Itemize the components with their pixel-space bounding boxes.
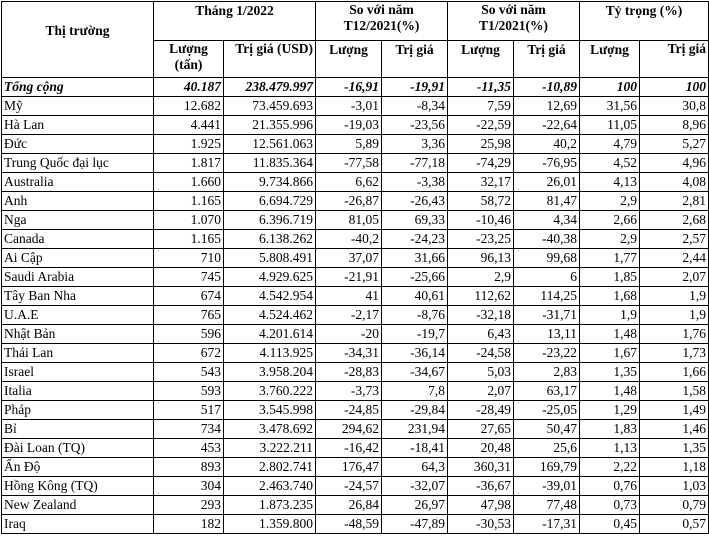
total-cell: -16,91 [316,78,382,97]
value-cell: 4,34 [514,211,580,230]
table-row [2,116,709,135]
table-row [2,458,709,477]
value-cell: 169,79 [514,458,580,477]
value-cell: 2,07 [640,268,709,287]
value-cell: 1,58 [640,382,709,401]
value-cell: -19,03 [316,116,382,135]
value-cell: 114,25 [514,287,580,306]
period-header: Tháng 1/2022 [154,2,316,41]
value-cell: 1,66 [640,363,709,382]
value-cell: -25,05 [514,401,580,420]
value-cell: -2,17 [316,306,382,325]
market-name-cell: Ấn Độ [2,458,154,477]
table-row [2,515,709,534]
value-cell: 893 [154,458,224,477]
value-cell: 25,6 [514,439,580,458]
value-cell: 77,48 [514,496,580,515]
value-cell: 1.165 [154,230,224,249]
value-cell: -28,83 [316,363,382,382]
table-row [2,439,709,458]
value-cell: -76,95 [514,154,580,173]
value-cell: -23,25 [448,230,514,249]
value-cell: -21,91 [316,268,382,287]
value-cell: 2,9 [580,192,640,211]
value-cell: 1.359.800 [224,515,316,534]
market-name-cell: Iraq [2,515,154,534]
table-row [2,154,709,173]
value-cell: 6 [514,268,580,287]
value-cell: 0,45 [580,515,640,534]
vs-prev-year-header: So với năm T1/2021(%) [448,2,580,41]
value-cell: 3,36 [382,135,448,154]
market-name-cell: Trung Quốc đại lục [2,154,154,173]
value-cell: 1.873.235 [224,496,316,515]
value-cell: 231,94 [382,420,448,439]
value-cell: 2.802.741 [224,458,316,477]
value-cell: -8,34 [382,97,448,116]
value-cell: -32,18 [448,306,514,325]
total-row [2,78,709,97]
value-cell: 8,96 [640,116,709,135]
market-name-cell: Hồng Kông (TQ) [2,477,154,496]
value-cell: -29,84 [382,401,448,420]
value-cell: 1,35 [580,363,640,382]
value-cell: 1,49 [640,401,709,420]
volume-header: Lượng [580,41,640,78]
market-name-cell: Hà Lan [2,116,154,135]
value-cell: 73.459.693 [224,97,316,116]
value-cell: 64,3 [382,458,448,477]
total-cell: 238.479.997 [224,78,316,97]
value-cell: 6.396.719 [224,211,316,230]
value-cell: 7,59 [448,97,514,116]
value-cell: 2,57 [640,230,709,249]
table-row [2,420,709,439]
value-cell: 1,77 [580,249,640,268]
value-cell: -3,01 [316,97,382,116]
value-cell: -3,73 [316,382,382,401]
value-cell: 0,73 [580,496,640,515]
value-cell: 3.760.222 [224,382,316,401]
table-row [2,211,709,230]
value-cell: -17,31 [514,515,580,534]
value-cell: 543 [154,363,224,382]
value-cell: 734 [154,420,224,439]
value-cell: 1.660 [154,173,224,192]
value-cell: 32,17 [448,173,514,192]
value-cell: 294,62 [316,420,382,439]
value-cell: -22,64 [514,116,580,135]
value-cell: 710 [154,249,224,268]
value-cell: 2,9 [448,268,514,287]
market-name-cell: Thái Lan [2,344,154,363]
table-row [2,382,709,401]
value-cell: 1,48 [580,325,640,344]
vs-prev-month-header: So với năm T12/2021(%) [316,2,448,41]
market-name-cell: Nga [2,211,154,230]
value-cell: 4.542.954 [224,287,316,306]
value-cell: 112,62 [448,287,514,306]
value-cell: 3.545.998 [224,401,316,420]
value-cell: 4.524.462 [224,306,316,325]
value-cell: 1,29 [580,401,640,420]
value-cell: 4,79 [580,135,640,154]
value-cell: 1.925 [154,135,224,154]
value-cell: 1,03 [640,477,709,496]
value-cell: -22,59 [448,116,514,135]
value-cell: -48,59 [316,515,382,534]
share-header: Tỷ trọng (%) [580,2,709,41]
export-market-table [1,1,709,534]
value-cell: -74,29 [448,154,514,173]
value-cell: -24,57 [316,477,382,496]
value-cell: 12.561.063 [224,135,316,154]
value-cell: 293 [154,496,224,515]
market-name-cell: Anh [2,192,154,211]
market-name-cell: Saudi Arabia [2,268,154,287]
value-cell: -24,23 [382,230,448,249]
value-cell: 1,67 [580,344,640,363]
value-cell: 13,11 [514,325,580,344]
value-cell: -39,01 [514,477,580,496]
value-cell: 47,98 [448,496,514,515]
value-cell: 4.929.625 [224,268,316,287]
table-row [2,344,709,363]
market-name-cell: Mỹ [2,97,154,116]
value-cell: 99,68 [514,249,580,268]
value-cell: 81,05 [316,211,382,230]
value-cell: 27,65 [448,420,514,439]
value-cell: 4,08 [640,173,709,192]
market-name-cell: Pháp [2,401,154,420]
value-cell: -30,53 [448,515,514,534]
value-cell: 593 [154,382,224,401]
value-cell: 11,05 [580,116,640,135]
value-cell: 1.070 [154,211,224,230]
table-row [2,325,709,344]
value-cell: -3,38 [382,173,448,192]
market-header: Thị trường [2,2,154,78]
value-cell: 1,9 [640,306,709,325]
value-cell: -23,22 [514,344,580,363]
value-cell: 1,85 [580,268,640,287]
total-cell: -10,89 [514,78,580,97]
value-cell: 4.113.925 [224,344,316,363]
value-cell: 2,9 [580,230,640,249]
market-name-cell: Israel [2,363,154,382]
value-cell: 31,66 [382,249,448,268]
value-cell: -34,67 [382,363,448,382]
value-cell: 0,57 [640,515,709,534]
value-cell: 182 [154,515,224,534]
value-cell: 20,48 [448,439,514,458]
value-cell: 596 [154,325,224,344]
value-cell: -36,67 [448,477,514,496]
value-cell: 176,47 [316,458,382,477]
value-cell: 5.808.491 [224,249,316,268]
value-cell: 31,56 [580,97,640,116]
value-cell: 1.165 [154,192,224,211]
value-cell: -20 [316,325,382,344]
table-row [2,192,709,211]
value-cell: 2.463.740 [224,477,316,496]
value-cell: 1,73 [640,344,709,363]
value-cell: 1,68 [580,287,640,306]
market-name-cell: Ai Cập [2,249,154,268]
value-cell: -26,87 [316,192,382,211]
value-cell: 3.222.211 [224,439,316,458]
total-cell: -11,35 [448,78,514,97]
market-name-cell: Nhật Bản [2,325,154,344]
value-cell: 4.441 [154,116,224,135]
value-cell: -77,18 [382,154,448,173]
market-name-cell: Italia [2,382,154,401]
value-cell: 2,07 [448,382,514,401]
value-cell: 1,13 [580,439,640,458]
market-name-cell: Canada [2,230,154,249]
value-cell: 3.958.204 [224,363,316,382]
value-cell: 2,44 [640,249,709,268]
value-cell: 4,52 [580,154,640,173]
market-name-cell: Bỉ [2,420,154,439]
value-cell: 3.478.692 [224,420,316,439]
value-cell: 9.734.866 [224,173,316,192]
volume-header: Lượng [448,41,514,78]
market-name-cell: New Zealand [2,496,154,515]
value-cell: -40,38 [514,230,580,249]
value-cell: 2,22 [580,458,640,477]
value-cell: 6,43 [448,325,514,344]
value-cell: 2,81 [640,192,709,211]
value-cell: -16,42 [316,439,382,458]
value-cell: 26,84 [316,496,382,515]
value-cell: 4,96 [640,154,709,173]
value-header: Trị giá [514,41,580,78]
value-cell: 1,46 [640,420,709,439]
value-cell: 1,83 [580,420,640,439]
value-cell: 4.201.614 [224,325,316,344]
value-cell: 40,2 [514,135,580,154]
value-cell: -31,71 [514,306,580,325]
value-cell: -34,31 [316,344,382,363]
table-row [2,363,709,382]
value-cell: 63,17 [514,382,580,401]
value-cell: -36,14 [382,344,448,363]
value-cell: 30,8 [640,97,709,116]
value-cell: 5,89 [316,135,382,154]
value-cell: 6.138.262 [224,230,316,249]
table-row [2,306,709,325]
table-row [2,173,709,192]
value-cell: 50,47 [514,420,580,439]
value-cell: 2,68 [640,211,709,230]
value-cell: -26,43 [382,192,448,211]
value-cell: -25,66 [382,268,448,287]
value-cell: 360,31 [448,458,514,477]
value-cell: 2,66 [580,211,640,230]
table-row [2,249,709,268]
value-cell: 12.682 [154,97,224,116]
value-cell: -40,2 [316,230,382,249]
value-usd-header: Trị giá (USD) [224,41,316,78]
value-cell: 453 [154,439,224,458]
value-cell: 1.817 [154,154,224,173]
value-cell: 21.355.996 [224,116,316,135]
value-cell: -24,58 [448,344,514,363]
volume-tons-header: Lượng (tấn) [154,41,224,78]
value-cell: 5,03 [448,363,514,382]
market-name-cell: U.A.E [2,306,154,325]
table-row [2,401,709,420]
value-cell: 517 [154,401,224,420]
market-name-cell: Đài Loan (TQ) [2,439,154,458]
value-cell: 25,98 [448,135,514,154]
total-cell: -19,91 [382,78,448,97]
value-cell: 37,07 [316,249,382,268]
table-row [2,477,709,496]
value-cell: 69,33 [382,211,448,230]
value-cell: -32,07 [382,477,448,496]
value-cell: -8,76 [382,306,448,325]
value-cell: 765 [154,306,224,325]
table-row [2,97,709,116]
volume-header: Lượng [316,41,382,78]
table-row [2,496,709,515]
value-cell: 12,69 [514,97,580,116]
value-cell: -10,46 [448,211,514,230]
value-cell: 26,97 [382,496,448,515]
value-cell: -28,49 [448,401,514,420]
total-cell: Tổng cộng [2,78,154,97]
value-cell: 1,35 [640,439,709,458]
value-cell: 2,83 [514,363,580,382]
value-cell: 1,76 [640,325,709,344]
value-cell: 4,13 [580,173,640,192]
value-header: Trị giá [640,41,709,78]
value-cell: 81,47 [514,192,580,211]
total-cell: 100 [640,78,709,97]
value-cell: -18,41 [382,439,448,458]
table-row [2,268,709,287]
value-cell: 304 [154,477,224,496]
value-header: Trị giá [382,41,448,78]
value-cell: 58,72 [448,192,514,211]
total-cell: 40.187 [154,78,224,97]
value-cell: -19,7 [382,325,448,344]
value-cell: 1,48 [580,382,640,401]
value-cell: 745 [154,268,224,287]
total-cell: 100 [580,78,640,97]
value-cell: 1,18 [640,458,709,477]
value-cell: 5,27 [640,135,709,154]
value-cell: 26,01 [514,173,580,192]
value-cell: 96,13 [448,249,514,268]
table-row [2,230,709,249]
value-cell: 0,79 [640,496,709,515]
value-cell: 41 [316,287,382,306]
market-name-cell: Tây Ban Nha [2,287,154,306]
value-cell: -77,58 [316,154,382,173]
value-cell: 674 [154,287,224,306]
value-cell: 11.835.364 [224,154,316,173]
value-cell: -47,89 [382,515,448,534]
value-cell: 6,62 [316,173,382,192]
market-name-cell: Australia [2,173,154,192]
value-cell: 1,9 [640,287,709,306]
table-row [2,135,709,154]
market-name-cell: Đức [2,135,154,154]
value-cell: 1,9 [580,306,640,325]
value-cell: 7,8 [382,382,448,401]
value-cell: -23,56 [382,116,448,135]
value-cell: 6.694.729 [224,192,316,211]
table-row [2,287,709,306]
value-cell: 0,76 [580,477,640,496]
value-cell: 40,61 [382,287,448,306]
value-cell: 672 [154,344,224,363]
value-cell: -24,85 [316,401,382,420]
